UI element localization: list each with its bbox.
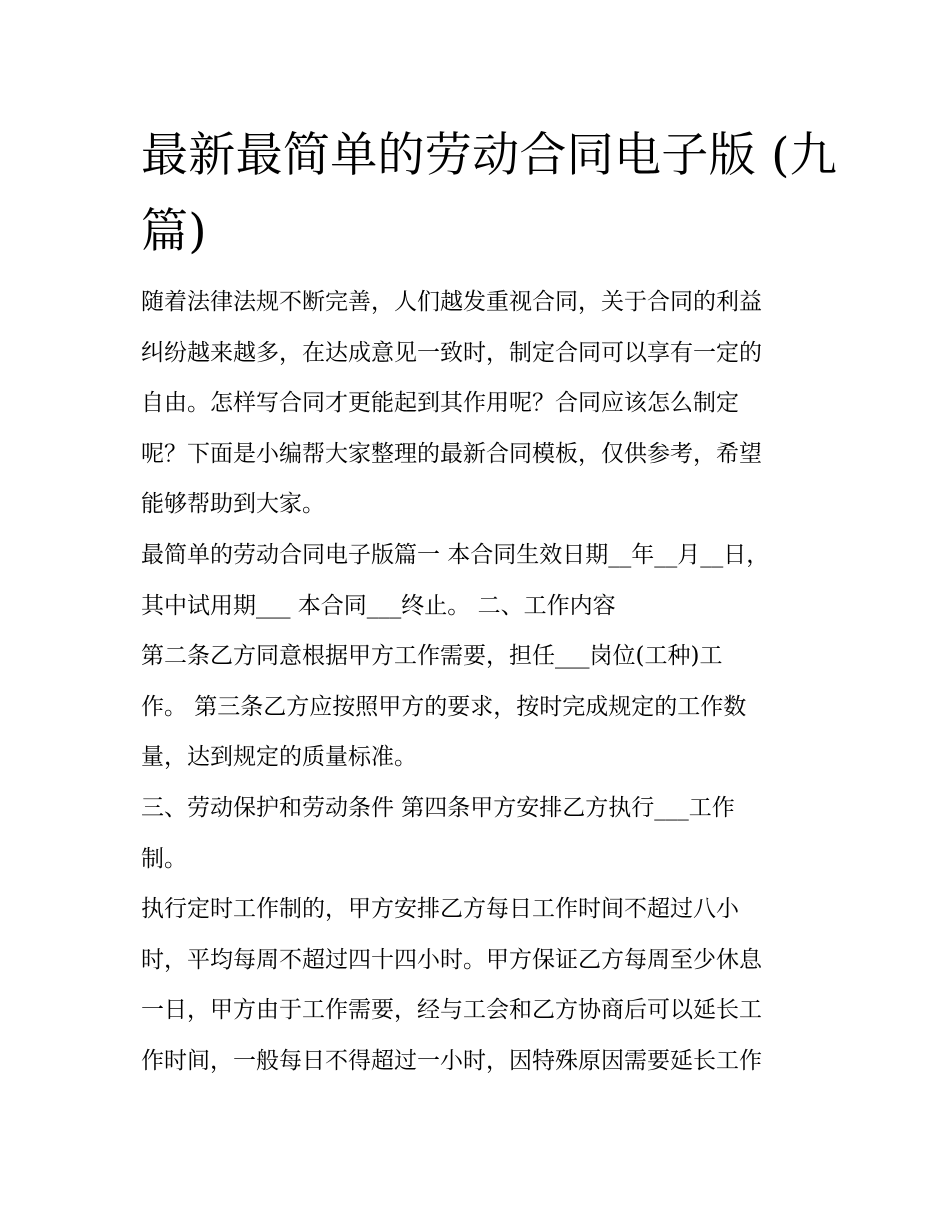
- paragraph-article-two-three: 第二条乙方同意根据甲方工作需要，担任___岗位(工种)工 作。 第三条乙方应按照甲方的要求，按时完成规定的工作数 量，达到规定的质量标准。: [141, 643, 747, 771]
- paragraph-intro: 随着法律法规不断完善，人们越发重视合同，关于合同的利益 纠纷越来越多，在达成意见一致时，制定合同可以享有一定的 自由。怎样写合同才更能起到其作用呢？合同应该怎么制定 呢？下面是小编帮大家整理的最新合同模板，仅供参考，希望 能够帮助到大家。: [141, 289, 762, 518]
- document-title: 最新最简单的劳动合同电子版 (九篇): [141, 128, 838, 259]
- paragraph-section-three: 三、劳动保护和劳动条件 第四条甲方安排乙方执行___工作 制。: [141, 794, 735, 872]
- paragraph-working-hours: 执行定时工作制的，甲方安排乙方每日工作时间不超过八小 时，平均每周不超过四十四小时。甲方保证乙方每周至少休息 一日，甲方由于工作需要，经与工会和乙方协商后可以延长工 作时间，一般每日不得超过一小时，因特殊原因需要延长工作: [141, 896, 762, 1074]
- paragraph-part-one: 最简单的劳动合同电子版篇一 本合同生效日期__年__月__日， 其中试用期___ 本合同___终止。 二、工作内容: [141, 541, 770, 619]
- document-body: [141, 277, 821, 1087]
